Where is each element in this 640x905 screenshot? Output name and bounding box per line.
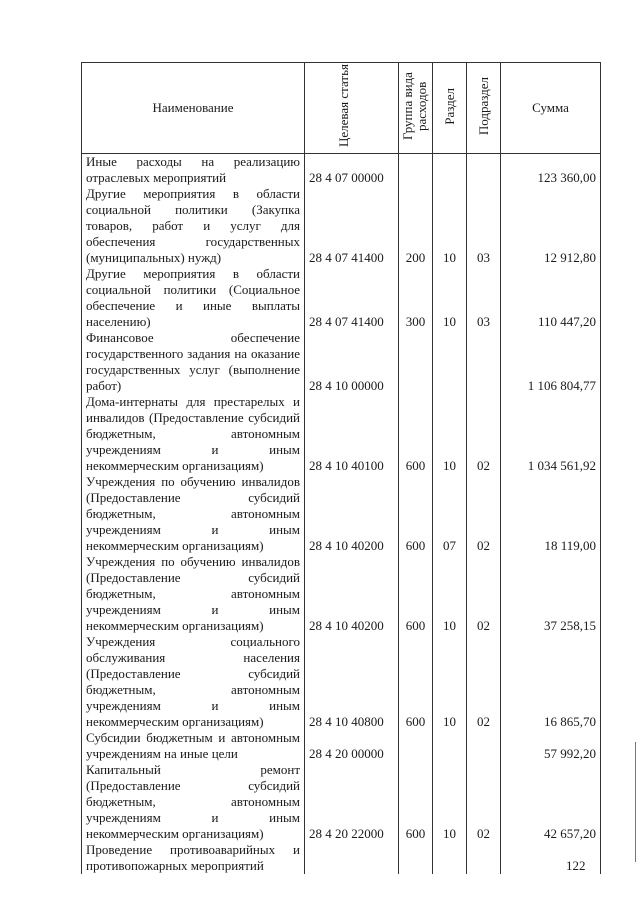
- cell-subsection: 02: [467, 762, 501, 842]
- cell-section: 10: [433, 186, 467, 266]
- cell-subsection: 02: [467, 394, 501, 474]
- table-row: [82, 394, 601, 474]
- cell-sum: 12 912,80: [501, 186, 601, 266]
- cell-subsection: 02: [467, 634, 501, 730]
- cell-group: 600: [399, 762, 433, 842]
- cell-section: [433, 330, 467, 394]
- header-group: Группа вида расходов: [399, 63, 433, 154]
- cell-section: [433, 842, 467, 874]
- table-row: [82, 730, 601, 762]
- cell-name: Капитальный ремонт (Предоставление субсидий бюджетным, автономным учреждениям и иным некоммерческим организациям): [82, 762, 305, 842]
- cell-name: Субсидии бюджетным и автономным учреждениям на иные цели: [82, 730, 305, 762]
- cell-section: [433, 730, 467, 762]
- cell-subsection: 02: [467, 474, 501, 554]
- cell-group: [399, 330, 433, 394]
- cell-group: 600: [399, 394, 433, 474]
- cell-group: 600: [399, 474, 433, 554]
- table-row: [82, 330, 601, 394]
- cell-name: Учреждения социального обслуживания населения (Предоставление субсидий бюджетным, автономным учреждениям и иным некоммерческим организациям): [82, 634, 305, 730]
- table-row: [82, 474, 601, 554]
- cell-group: 200: [399, 186, 433, 266]
- scan-edge-line: [635, 742, 636, 862]
- header-target: Целевая статья: [305, 63, 399, 154]
- budget-table: [81, 62, 601, 874]
- table-row: [82, 634, 601, 730]
- cell-sum: 16 865,70: [501, 634, 601, 730]
- cell-section: 10: [433, 394, 467, 474]
- cell-sum: 42 657,20: [501, 762, 601, 842]
- table-row: [82, 842, 601, 874]
- header-section: Раздел: [433, 63, 467, 154]
- cell-name: Иные расходы на реализацию отраслевых мероприятий: [82, 154, 305, 187]
- cell-subsection: 03: [467, 186, 501, 266]
- table-header-row: [82, 63, 601, 154]
- cell-name: Учреждения по обучению инвалидов (Предоставление субсидий бюджетным, автономным учреждениям и иным некоммерческим организациям): [82, 474, 305, 554]
- cell-group: [399, 842, 433, 874]
- cell-group: 300: [399, 266, 433, 330]
- header-sum: Сумма: [501, 63, 601, 154]
- cell-section: 10: [433, 266, 467, 330]
- cell-target: 28 4 07 41400: [305, 266, 399, 330]
- table-row: [82, 762, 601, 842]
- cell-target: 28 4 07 00000: [305, 154, 399, 187]
- table-row: [82, 186, 601, 266]
- cell-sum: 57 992,20: [501, 730, 601, 762]
- cell-subsection: [467, 330, 501, 394]
- cell-target: 28 4 07 41400: [305, 186, 399, 266]
- cell-sum: 123 360,00: [501, 154, 601, 187]
- cell-sum: 110 447,20: [501, 266, 601, 330]
- header-subsection: Подраздел: [467, 63, 501, 154]
- cell-subsection: [467, 730, 501, 762]
- cell-target: 28 4 20 00000: [305, 730, 399, 762]
- cell-subsection: 03: [467, 266, 501, 330]
- cell-target: 28 4 10 40200: [305, 554, 399, 634]
- cell-section: 10: [433, 762, 467, 842]
- cell-name: Проведение противоаварийных и противопожарных мероприятий: [82, 842, 305, 874]
- cell-section: 10: [433, 554, 467, 634]
- cell-sum: 1 106 804,77: [501, 330, 601, 394]
- table-row: [82, 154, 601, 187]
- cell-name: Дома-интернаты для престарелых и инвалидов (Предоставление субсидий бюджетным, автономным учреждениям и иным некоммерческим организациям): [82, 394, 305, 474]
- cell-sum: 37 258,15: [501, 554, 601, 634]
- cell-subsection: [467, 842, 501, 874]
- cell-name: Финансовое обеспечение государственного задания на оказание государственных услуг (выполнение работ): [82, 330, 305, 394]
- cell-group: 600: [399, 554, 433, 634]
- cell-subsection: [467, 154, 501, 187]
- cell-target: [305, 842, 399, 874]
- header-name: Наименование: [82, 63, 305, 154]
- cell-group: [399, 730, 433, 762]
- cell-target: 28 4 10 00000: [305, 330, 399, 394]
- cell-sum: [501, 842, 601, 874]
- page-number: 122: [566, 858, 586, 873]
- cell-name: Учреждения по обучению инвалидов (Предоставление субсидий бюджетным, автономным учреждениям и иным некоммерческим организациям): [82, 554, 305, 634]
- cell-section: 07: [433, 474, 467, 554]
- cell-name: Другие мероприятия в области социальной политики (Социальное обеспечение и иные выплаты населению): [82, 266, 305, 330]
- table-row: [82, 266, 601, 330]
- cell-target: 28 4 10 40100: [305, 394, 399, 474]
- cell-target: 28 4 10 40200: [305, 474, 399, 554]
- cell-target: 28 4 20 22000: [305, 762, 399, 842]
- cell-section: 10: [433, 634, 467, 730]
- cell-subsection: 02: [467, 554, 501, 634]
- cell-sum: 1 034 561,92: [501, 394, 601, 474]
- cell-name: Другие мероприятия в области социальной политики (Закупка товаров, работ и услуг для обеспечения государственных (муниципальных) нужд): [82, 186, 305, 266]
- cell-group: 600: [399, 634, 433, 730]
- cell-group: [399, 154, 433, 187]
- cell-section: [433, 154, 467, 187]
- table-row: [82, 554, 601, 634]
- cell-target: 28 4 10 40800: [305, 634, 399, 730]
- cell-sum: 18 119,00: [501, 474, 601, 554]
